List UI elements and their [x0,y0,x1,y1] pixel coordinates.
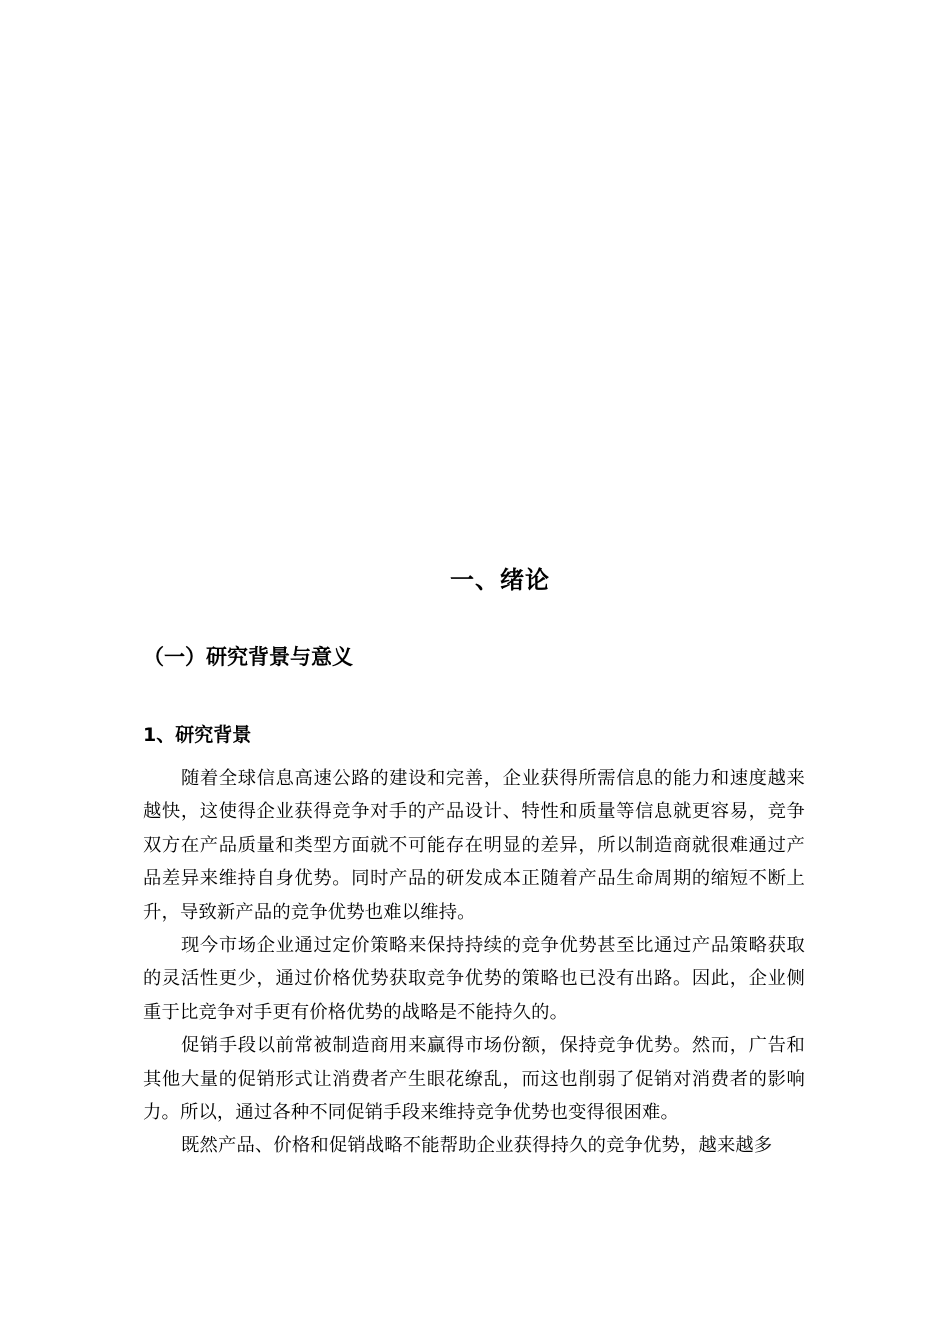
body-text [143,762,805,1163]
paragraph: 随着全球信息高速公路的建设和完善，企业获得所需信息的能力和速度越来越快，这使得企业获得竞争对手的产品设计、特性和质量等信息就更容易，竞争双方在产品质量和类型方面就不可能存在明显的差异，所以制造商就很难通过产品差异来维持自身优势。同时产品的研发成本正随着产品生命周期的缩短不断上升，导致新产品的竞争优势也难以维持。 [143,768,805,923]
chapter-title: 一、绪论 [450,566,550,595]
subsection-title: 1、研究背景 [143,724,252,746]
paragraph: 促销手段以前常被制造商用来赢得市场份额，保持竞争优势。然而，广告和其他大量的促销形式让消费者产生眼花缭乱，而这也削弱了促销对消费者的影响力。所以，通过各种不同促销手段来维持竞争优势也变得很困难。 [143,1035,805,1124]
paragraph: 现今市场企业通过定价策略来保持持续的竞争优势甚至比通过产品策略获取的灵活性更少，通过价格优势获取竞争优势的策略也已没有出路。因此，企业侧重于比竞争对手更有价格优势的战略是不能持久的。 [143,935,805,1023]
paragraph: 既然产品、价格和促销战略不能帮助企业获得持久的竞争优势，越来越多 [181,1135,773,1157]
section-title: （一）研究背景与意义 [143,645,353,670]
